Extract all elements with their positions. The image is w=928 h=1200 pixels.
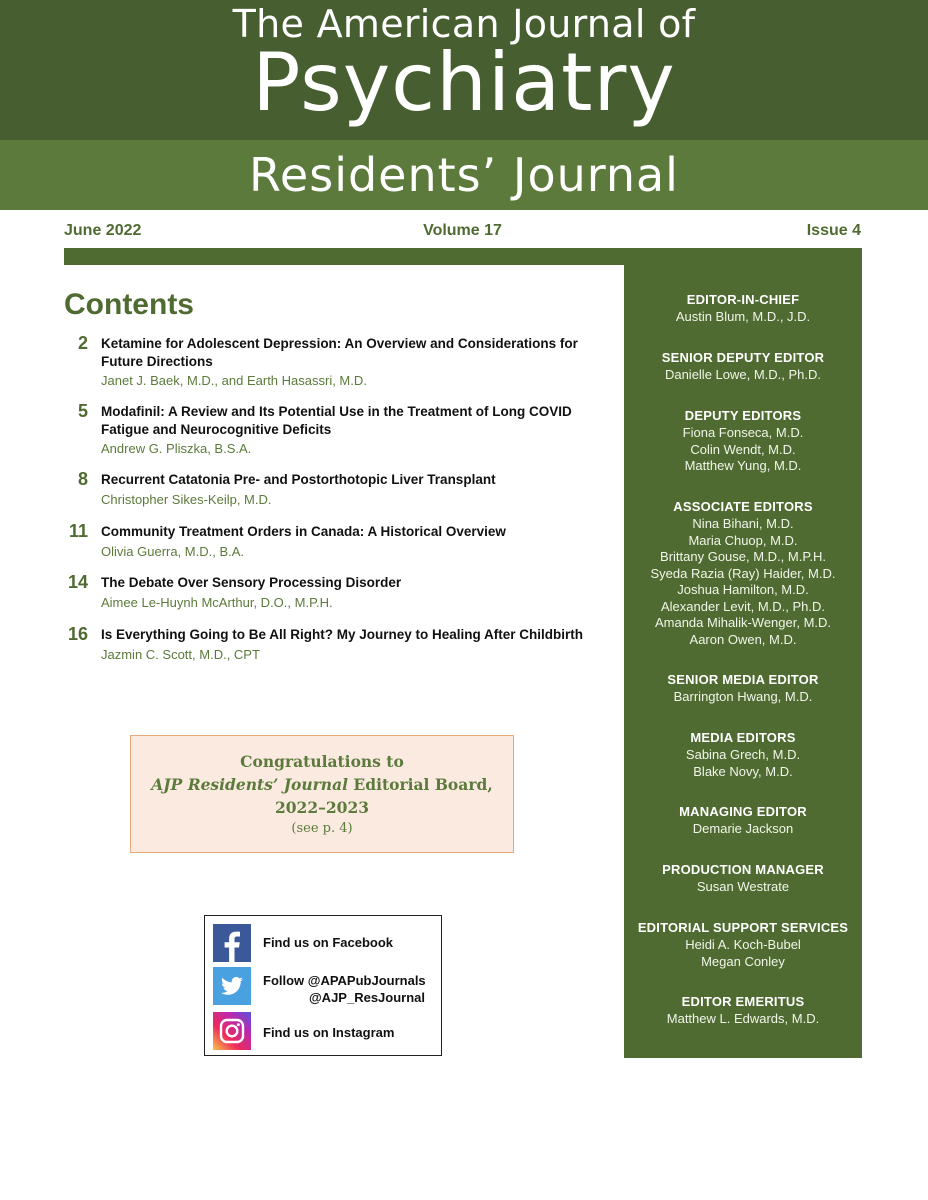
editor-name: Aaron Owen, M.D. xyxy=(689,631,797,647)
toc-article-title: Community Treatment Orders in Canada: A Historical Overview xyxy=(101,524,506,539)
toc-article-title: Is Everything Going to Be All Right? My Journey to Healing After Childbirth xyxy=(101,627,584,642)
editor-group xyxy=(624,349,862,384)
toc-article-authors: Christopher Sikes-Keilp, M.D. xyxy=(101,491,272,507)
masthead-bottom xyxy=(0,140,928,210)
editor-group xyxy=(624,861,862,896)
toc-article-authors: Jazmin C. Scott, M.D., CPT xyxy=(101,646,260,662)
twitter-handle-ajp[interactable]: @AJP_ResJournal xyxy=(309,990,425,1005)
editor-name: Barrington Hwang, M.D. xyxy=(673,689,813,704)
editor-name: Austin Blum, M.D., J.D. xyxy=(675,309,811,324)
editor-group-title: PRODUCTION MANAGER xyxy=(662,862,824,877)
congratulations-box xyxy=(130,735,514,853)
toc-article-authors: Janet J. Baek, M.D., and Earth Hasassri, M.D. xyxy=(101,373,367,388)
editor-name: Colin Wendt, M.D. xyxy=(690,441,796,457)
issue-info-bar xyxy=(64,220,861,244)
editor-name: Nina Bihani, M.D. xyxy=(692,516,794,531)
toc-item[interactable] xyxy=(64,471,604,508)
editor-name: Danielle Lowe, M.D., Ph.D. xyxy=(664,367,822,382)
editorial-board-sidebar xyxy=(624,248,862,1058)
masthead-top xyxy=(0,0,928,140)
toc-item[interactable] xyxy=(64,523,604,560)
toc-page-number: 2 xyxy=(77,333,88,353)
toc-page-number: 5 xyxy=(77,401,88,421)
congrats-line2 xyxy=(131,773,513,796)
editor-name: Matthew Yung, M.D. xyxy=(684,458,802,473)
journal-title-psychiatry: Psychiatry xyxy=(252,36,676,129)
editor-name: Amanda Mihalik-Wenger, M.D. xyxy=(654,615,832,630)
issue-volume: Volume 17 xyxy=(423,222,502,239)
editor-group xyxy=(624,407,862,475)
toc-page-number: 16 xyxy=(67,624,88,644)
congrats-board: Editorial Board, xyxy=(348,775,493,794)
social-media-box xyxy=(204,915,442,1056)
journal-subtitle: Residents’ Journal xyxy=(249,148,679,202)
toc-item[interactable] xyxy=(64,574,604,611)
journal-title-line1: The American Journal of xyxy=(232,2,696,46)
editor-name: Sabina Grech, M.D. xyxy=(685,747,801,762)
editor-group xyxy=(624,671,862,706)
toc-article-authors: Aimee Le-Huynh McArthur, D.O., M.P.H. xyxy=(101,594,333,610)
toc-page-number: 8 xyxy=(77,469,88,489)
editor-group-title: EDITOR-IN-CHIEF xyxy=(686,292,800,307)
editor-name: Matthew L. Edwards, M.D. xyxy=(666,1011,820,1026)
editor-group-title: SENIOR MEDIA EDITOR xyxy=(667,672,819,687)
twitter-handle-apa[interactable]: Follow @APAPubJournals xyxy=(263,973,426,988)
editor-group-title: ASSOCIATE EDITORS xyxy=(673,499,813,514)
issue-date: June 2022 xyxy=(64,222,142,239)
editor-name: Syeda Razia (Ray) Haider, M.D. xyxy=(650,565,836,581)
editor-name: Alexander Levit, M.D., Ph.D. xyxy=(660,598,825,614)
editor-name: Brittany Gouse, M.D., M.P.H. xyxy=(660,549,826,564)
editor-group xyxy=(624,803,862,838)
toc-page-number: 11 xyxy=(68,521,88,541)
congrats-line1: Congratulations to xyxy=(240,752,404,771)
editor-name: Susan Westrate xyxy=(696,879,790,894)
issue-number: Issue 4 xyxy=(806,222,861,239)
toc-article-title: Ketamine for Adolescent Depression: An Overview and Considerations for Future Directions xyxy=(101,336,578,369)
editor-name: Joshua Hamilton, M.D. xyxy=(677,582,809,597)
toc-article-authors: Andrew G. Pliszka, B.S.A. xyxy=(101,441,252,456)
congrats-see-page: (see p. 4) xyxy=(291,821,353,836)
congrats-journal-name: AJP Residents’ Journal xyxy=(151,775,349,794)
toc-article-authors: Olivia Guerra, M.D., B.A. xyxy=(101,543,245,559)
instagram-text[interactable]: Find us on Instagram xyxy=(263,1025,395,1040)
twitter-icon[interactable] xyxy=(213,967,251,1005)
editor-name: Heidi A. Koch-Bubel xyxy=(685,937,801,952)
toc-item[interactable] xyxy=(64,626,604,663)
editor-group-title: EDITORIAL SUPPORT SERVICES xyxy=(637,920,849,935)
editor-group xyxy=(624,919,862,970)
toc-page-number: 14 xyxy=(67,572,88,592)
editor-group-title: MANAGING EDITOR xyxy=(679,804,807,819)
editor-group-title: DEPUTY EDITORS xyxy=(684,408,802,423)
editor-name: Blake Novy, M.D. xyxy=(693,763,793,779)
toc-item[interactable] xyxy=(64,335,604,389)
editor-group-title: MEDIA EDITORS xyxy=(690,730,796,745)
editor-group xyxy=(624,498,862,648)
toc-article-title: The Debate Over Sensory Processing Disorder xyxy=(101,575,402,590)
toc-article-title: Modafinil: A Review and Its Potential Use in the Treatment of Long COVID Fatigue and Neurocognitive Deficits xyxy=(101,404,572,437)
editor-name: Fiona Fonseca, M.D. xyxy=(682,425,804,440)
editor-group-title: EDITOR EMERITUS xyxy=(681,994,805,1009)
toc-article-title: Recurrent Catatonia Pre- and Postorthotopic Liver Transplant xyxy=(101,472,496,487)
editor-group-title: SENIOR DEPUTY EDITOR xyxy=(661,350,825,365)
editor-group xyxy=(624,291,862,326)
instagram-icon[interactable] xyxy=(213,1012,251,1050)
editor-name: Demarie Jackson xyxy=(692,821,794,836)
contents-heading: Contents xyxy=(64,288,194,321)
editor-name: Megan Conley xyxy=(701,953,785,969)
toc-item[interactable] xyxy=(64,403,604,457)
facebook-text[interactable]: Find us on Facebook xyxy=(263,935,394,950)
editor-group xyxy=(624,729,862,780)
editor-group xyxy=(624,993,862,1028)
facebook-icon[interactable] xyxy=(213,924,251,962)
congrats-years: 2022–2023 xyxy=(274,798,370,817)
editor-name: Maria Chuop, M.D. xyxy=(688,532,798,548)
